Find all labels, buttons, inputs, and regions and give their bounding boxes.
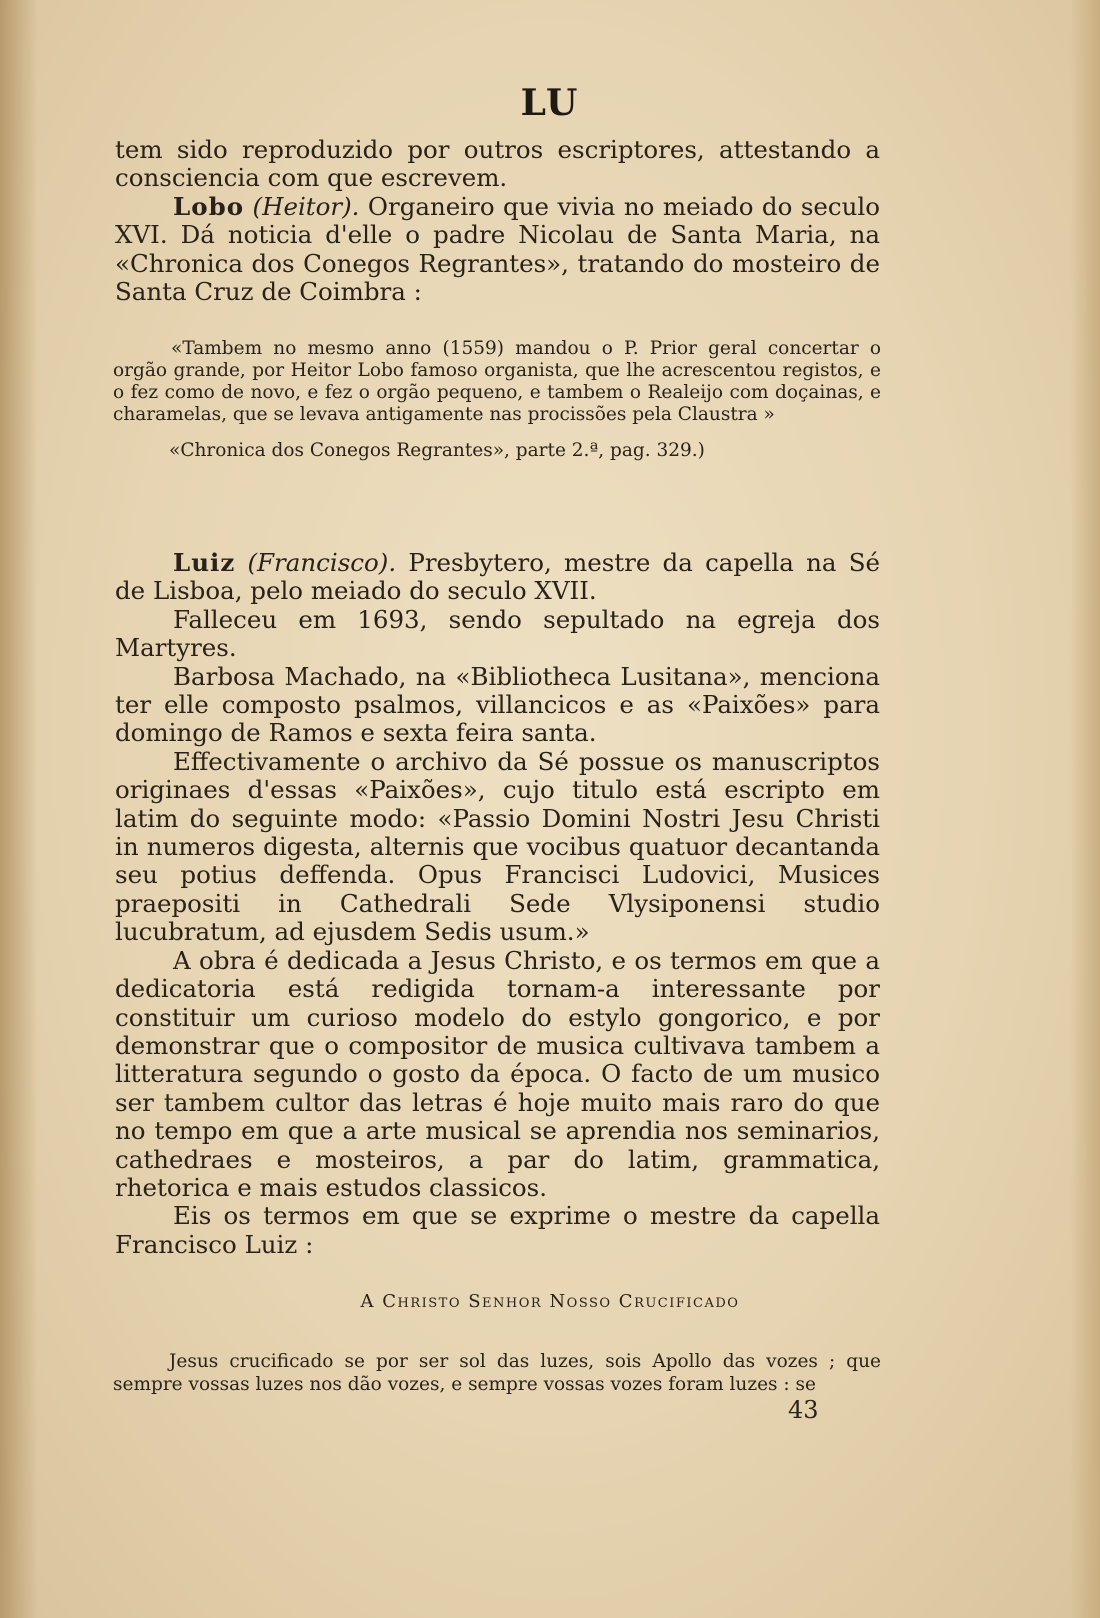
section-title: A Christo Senhor Nosso Crucificado	[360, 1291, 740, 1312]
entry-lobo-name: Lobo	[173, 191, 245, 221]
page-number: 43	[788, 1396, 819, 1424]
paragraph: Effectivamente o archivo da Sé possue os manuscriptos originaes d'essas «Paixões», cujo titulo está escripto em latim do seguinte modo: «Passio Domini Nostri Jesu Christi in numeros digesta, alternis que vocibus quatuor decantanda seu potius deffenda. Opus Francisci Ludovici, Musices praepositi in Cathedrali Sede Vlysiponensi studio lucubratum, ad ejusdem Sedis usum.»	[115, 746, 880, 947]
lower-text-block	[115, 549, 880, 1259]
paragraph: Falleceu em 1693, sendo sepultado na egreja dos Martyres.	[115, 604, 880, 663]
entry-luiz-paren: (Francisco).	[247, 548, 397, 577]
entry-luiz	[115, 549, 880, 606]
dedication-text: Jesus crucificado se por ser sol das luzes, sois Apollo das vozes ; que sempre vossas luzes nos dão vozes, e sempre vossas vozes foram luzes : se	[113, 1351, 881, 1395]
entry-lobo-text: Organeiro que vivia no meiado do seculo XVI. Dá noticia d'elle o padre Nicolau de Santa Maria, na «Chronica dos Conegos Regrantes», tratando do mosteiro de Santa Cruz de Coimbra :	[115, 191, 880, 307]
paragraph: Eis os termos em que se exprime o mestre da capella Francisco Luiz :	[115, 1201, 880, 1259]
page-edge-shadow-right	[1070, 0, 1100, 1618]
running-head: LU	[520, 82, 580, 124]
entry-luiz-text: Presbytero, mestre da capella na Sé de Lisboa, pelo meiado do seculo XVII.	[115, 548, 880, 606]
upper-text-block	[115, 136, 880, 306]
entry-lobo	[115, 193, 880, 307]
entry-lobo-paren: (Heitor).	[252, 191, 360, 221]
quotation-block	[113, 338, 881, 462]
quotation-text: «Tambem no mesmo anno (1559) mandou o P. Prior geral concertar o orgão grande, por Heitor Lobo famoso organista, que lhe acrescentou registos, e o fez como de novo, e fez o orgão pequeno, e tambem o Realeijo com doçainas, e charamelas, que se levava antigamente nas procissões pela Claustra »	[113, 338, 881, 425]
dedication-block	[113, 1350, 881, 1396]
entry-luiz-name: Luiz	[173, 548, 236, 577]
paragraph: Barbosa Machado, na «Bibliotheca Lusitana», menciona ter elle composto psalmos, villancicos e as «Paixões» para domingo de Ramos e sexta feira santa.	[115, 661, 880, 748]
quotation-citation: «Chronica dos Conegos Regrantes», parte 2.ª, pag. 329.)	[169, 440, 705, 461]
paragraph: A obra é dedicada a Jesus Christo, e os termos em que a dedicatoria está redigida tornam-a interessante por constituir um curioso modelo do estylo gongorico, e por demonstrar que o compositor de musica cultivava tambem a litteratura segundo o gosto da época. O facto de um musico ser tambem cultor das letras é hoje muito mais raro do que no tempo em que a arte musical se aprendia nos seminarios, cathedraes e mosteiros, a par do latim, grammatica, rhetorica e mais estudos classicos.	[115, 945, 880, 1202]
continuation-paragraph: tem sido reproduzido por outros escriptores, attestando a consciencia com que escrevem.	[115, 135, 880, 193]
page-edge-shadow-left	[0, 0, 38, 1618]
